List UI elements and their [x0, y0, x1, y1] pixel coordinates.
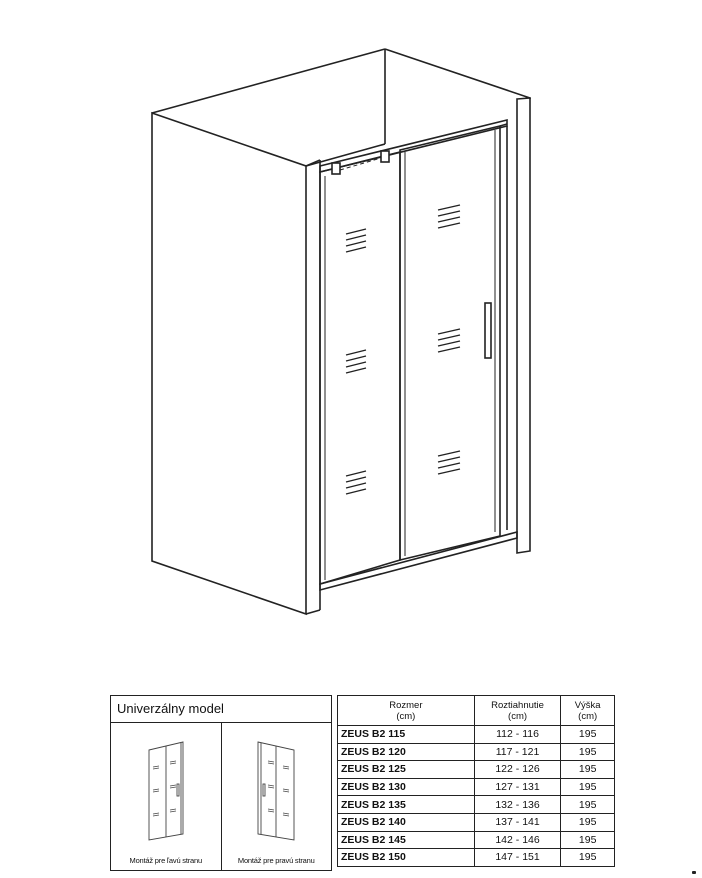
row-range: 137 - 141: [474, 813, 561, 831]
row-height: 195: [561, 796, 615, 814]
row-name: ZEUS B2 120: [338, 743, 475, 761]
table-row: [338, 796, 615, 814]
row-name: ZEUS B2 145: [338, 831, 475, 849]
corner-mark: [692, 871, 696, 874]
left-mount-drawing: [111, 722, 221, 847]
row-height: 195: [561, 831, 615, 849]
table-row: [338, 831, 615, 849]
row-range: 122 - 126: [474, 761, 561, 779]
row-range: 117 - 121: [474, 743, 561, 761]
row-range: 142 - 146: [474, 831, 561, 849]
row-height: 195: [561, 743, 615, 761]
row-height: 195: [561, 813, 615, 831]
row-height: 195: [561, 849, 615, 867]
left-mount-cell: [111, 722, 221, 870]
bottom-rail: [320, 532, 517, 590]
table-row: [338, 743, 615, 761]
row-height: 195: [561, 778, 615, 796]
row-name: ZEUS B2 135: [338, 796, 475, 814]
table-row: [338, 726, 615, 744]
row-name: ZEUS B2 125: [338, 761, 475, 779]
row-name: ZEUS B2 130: [338, 778, 475, 796]
row-name: ZEUS B2 115: [338, 726, 475, 744]
table-row: [338, 849, 615, 867]
row-range: 112 - 116: [474, 726, 561, 744]
header-height: Výška (cm): [561, 696, 615, 726]
header-extension: Roztiahnutie (cm): [474, 696, 561, 726]
row-range: 132 - 136: [474, 796, 561, 814]
row-height: 195: [561, 726, 615, 744]
model-panel-title: Univerzálny model: [111, 696, 331, 723]
fixed-panel: [320, 152, 400, 584]
header-size: Rozmer (cm): [338, 696, 475, 726]
row-name: ZEUS B2 150: [338, 849, 475, 867]
table-row: [338, 813, 615, 831]
spec-table-header: [338, 696, 615, 726]
universal-model-panel: [110, 695, 332, 871]
door-handle: [485, 303, 491, 358]
right-mount-drawing: [222, 722, 332, 847]
right-mount-caption: Montáž pre pravú stranu: [237, 856, 315, 865]
spec-table: [337, 695, 615, 867]
row-name: ZEUS B2 140: [338, 813, 475, 831]
row-height: 195: [561, 761, 615, 779]
right-wall: [517, 98, 530, 553]
row-range: 127 - 131: [474, 778, 561, 796]
table-row: [338, 778, 615, 796]
table-row: [338, 761, 615, 779]
row-range: 147 - 151: [474, 849, 561, 867]
right-mount-cell: [221, 722, 332, 870]
left-wall: [152, 113, 306, 614]
left-mount-caption: Montáž pre ľavú stranu: [129, 856, 202, 865]
